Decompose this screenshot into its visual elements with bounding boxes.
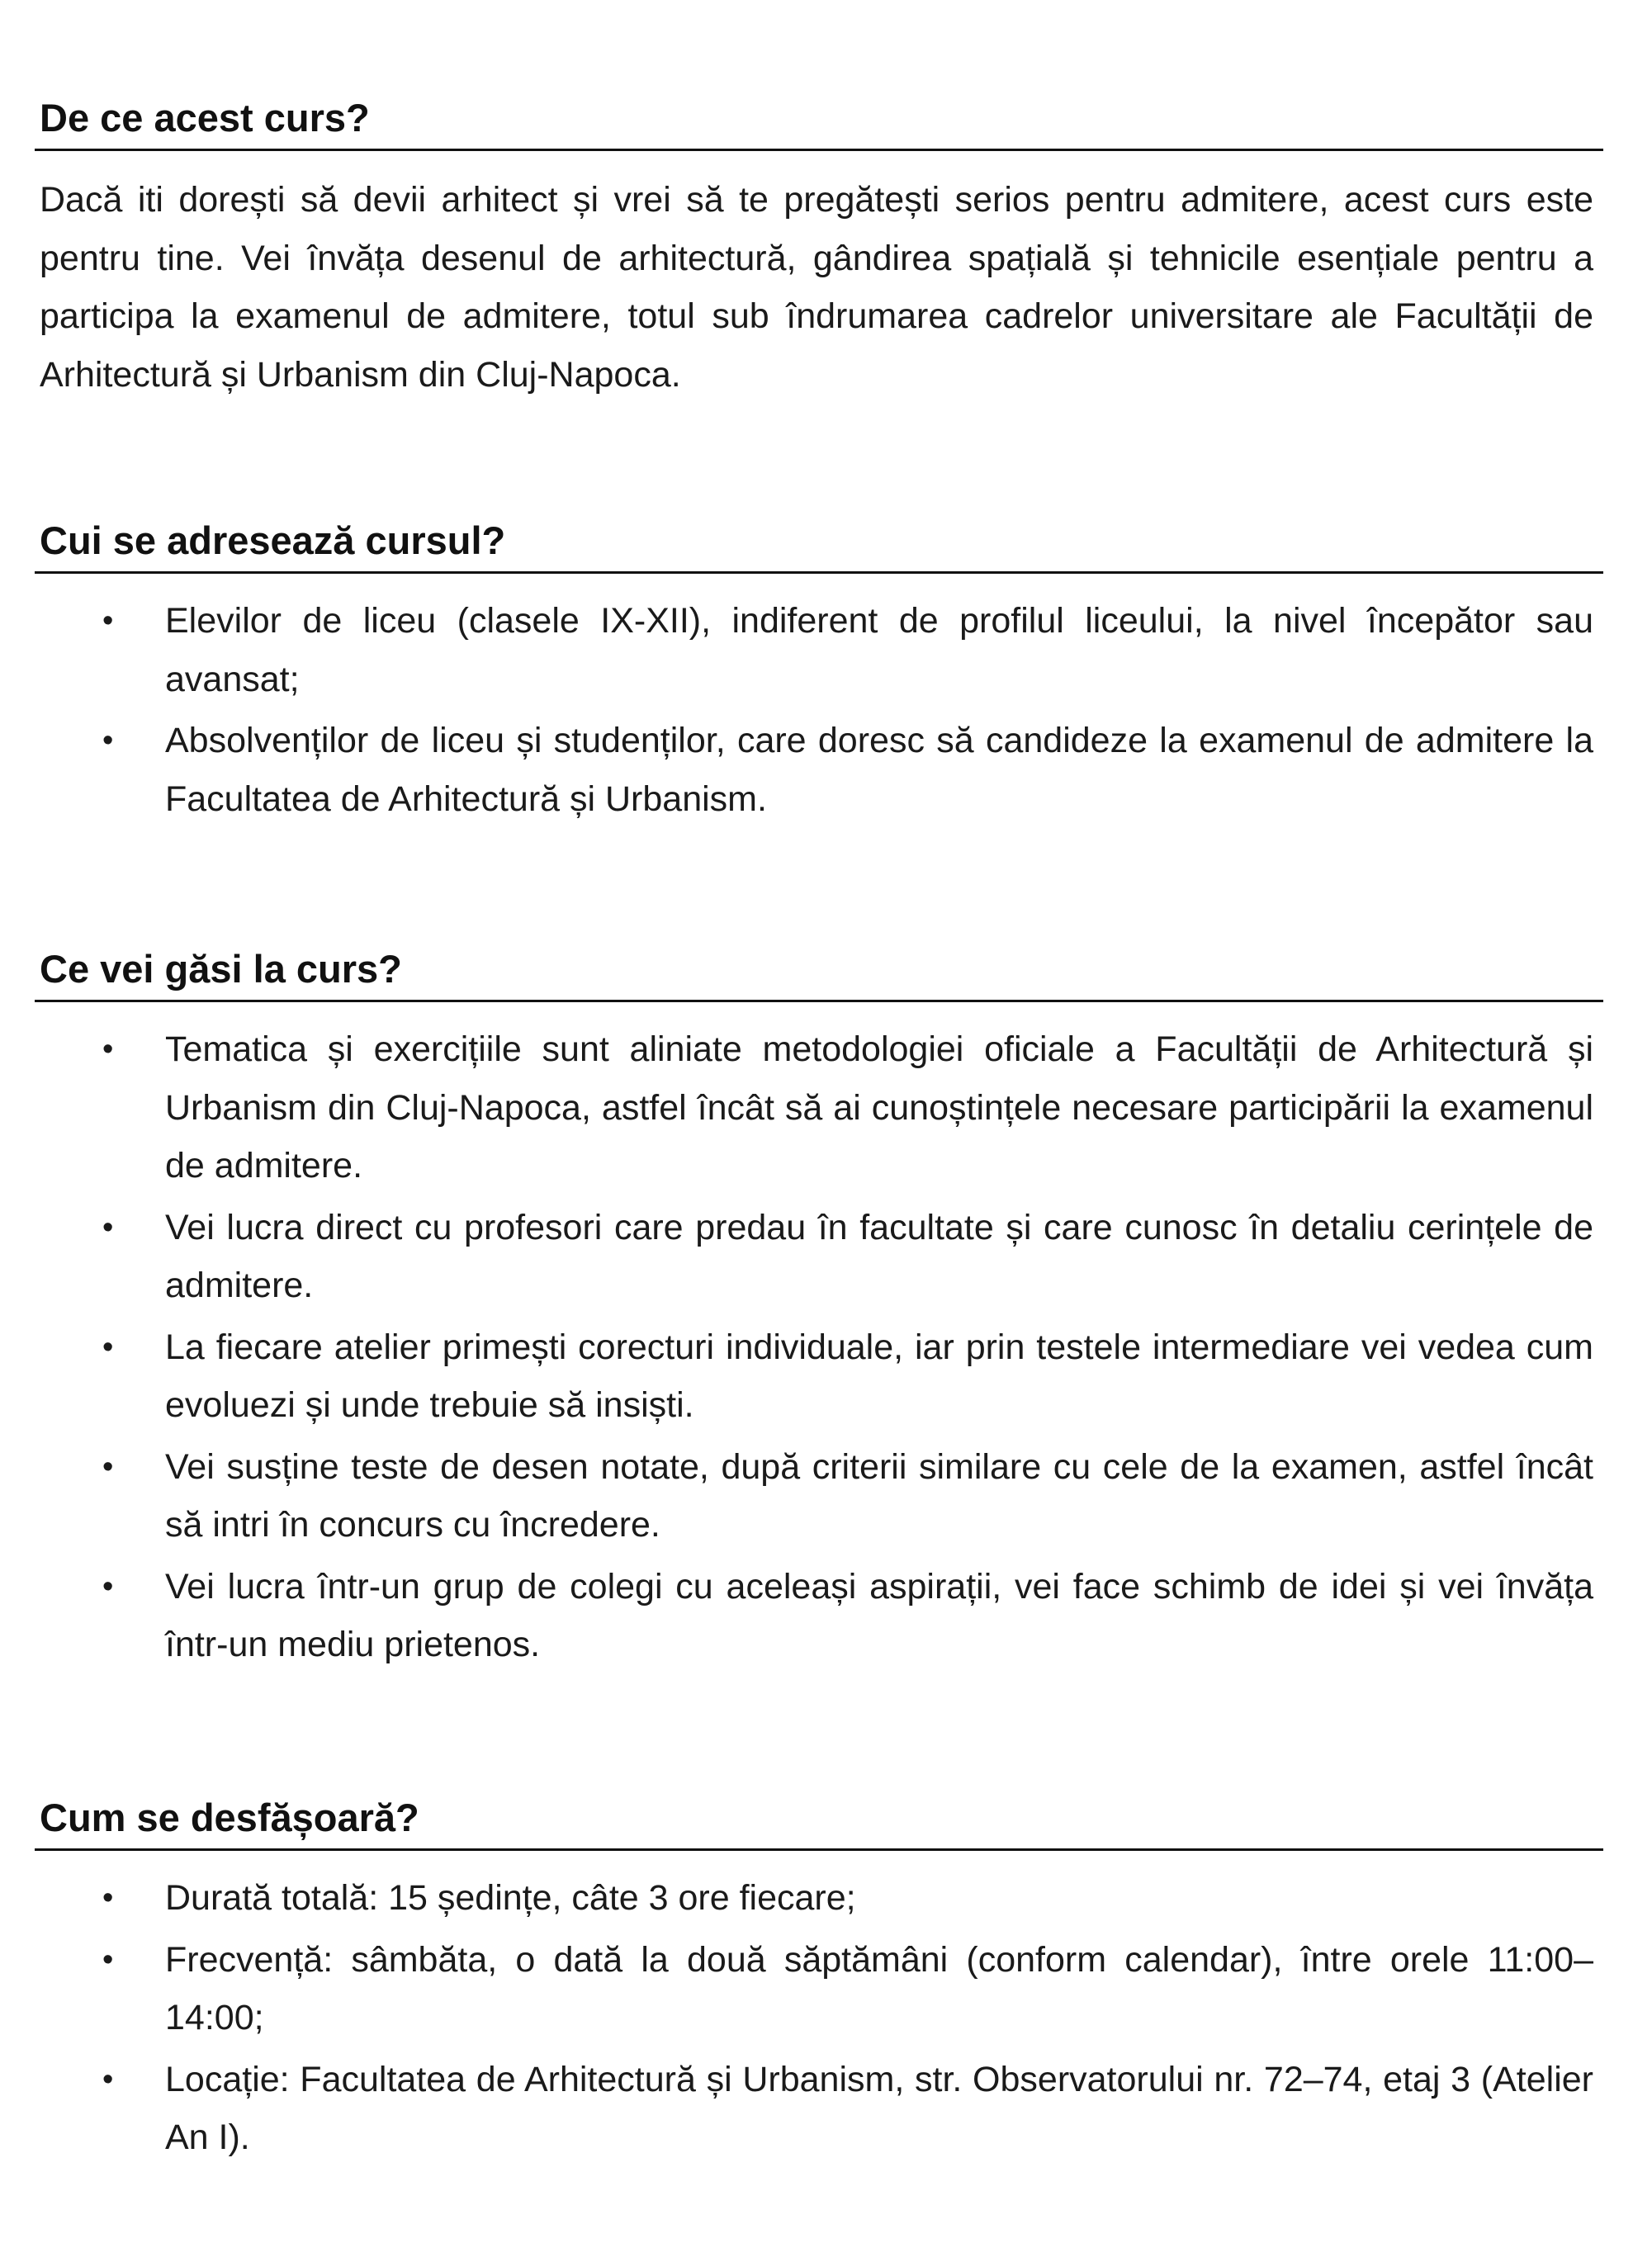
list-item [35,1558,1593,1674]
list-item-text: Tematica și exercițiile sunt aliniate metodologiei oficiale a Facultății de Arhitectură și Urbanism din Cluj-Napoca, astfel încât să ai cunoștințele necesare participării la examenul de admitere. [165,1029,1593,1185]
section-title: Ce vei găsi la curs? [35,944,1603,1002]
section-title: De ce acest curs? [35,92,1603,151]
bullet-icon: • [102,603,114,638]
bullet-icon: • [102,1209,114,1245]
section-paragraph: Dacă iti dorești să devii arhitect și vrei să te pregătești serios pentru admitere, acest curs este pentru tine. Vei învăța desenul de arhitectură, gândirea spațială și tehnicile esențiale pentru a participa la examenul de admitere, totul sub îndrumarea cadrelor universitare ale Facultății de Arhitectură și Urbanism din Cluj-Napoca. [40,180,1593,395]
list-item-text: Absolvenților de liceu și studenților, care doresc să candideze la examenul de admitere la Facultatea de Arhitectură și Urbanism. [165,721,1593,819]
bullet-icon: • [102,1032,114,1067]
list-item [35,2051,1593,2167]
list-item [35,712,1593,828]
section-target-audience [35,515,1603,831]
list-item [35,592,1593,708]
bullet-icon: • [102,723,114,758]
list-item-text: La fiecare atelier primești corecturi individuale, iar prin testele intermediare vei vedea cum evoluezi și unde trebuie să insiști. [165,1327,1593,1425]
bullet-list [35,1869,1603,2167]
section-why-this-course [35,92,1603,404]
bullet-list [35,1020,1603,1674]
list-item [35,1931,1593,2047]
list-item-text: Vei lucra direct cu profesori care predau în facultate și care cunosc în detaliu cerințele de admitere. [165,1207,1593,1305]
list-item [35,1199,1593,1315]
list-item-text: Frecvență: sâmbăta, o dată la două săptămâni (conform calendar), între orele 11:00–14:00; [165,1939,1593,2037]
bullet-icon: • [102,2061,114,2097]
section-title: Cui se adresează cursul? [35,515,1603,574]
bullet-icon: • [102,1329,114,1365]
list-item-text: Elevilor de liceu (clasele IX-XII), indiferent de profilul liceului, la nivel începător sau avansat; [165,601,1593,699]
bullet-icon: • [102,1449,114,1484]
bullet-icon: • [102,1881,114,1915]
list-item [35,1438,1593,1554]
bullet-list [35,592,1603,828]
section-how-it-works [35,1792,1603,2170]
list-item [35,1869,1593,1928]
list-item-text: Vei susține teste de desen notate, după criterii similare cu cele de la examen, astfel încât să intri în concurs cu încredere. [165,1446,1593,1545]
section-what-you-find [35,944,1603,1678]
list-item-text: Durată totală: 15 ședințe, câte 3 ore fiecare; [165,1878,856,1918]
list-item [35,1318,1593,1435]
list-item [35,1020,1593,1195]
section-title: Cum se desfășoară? [35,1792,1603,1851]
list-item-text: Locație: Facultatea de Arhitectură și Urbanism, str. Observatorului nr. 72–74, etaj 3 (Atelier An I). [165,2059,1593,2157]
bullet-icon: • [102,1942,114,1977]
bullet-icon: • [102,1569,114,1604]
list-item-text: Vei lucra într-un grup de colegi cu aceleași aspirații, vei face schimb de idei și vei învăța într-un mediu prietenos. [165,1566,1593,1664]
